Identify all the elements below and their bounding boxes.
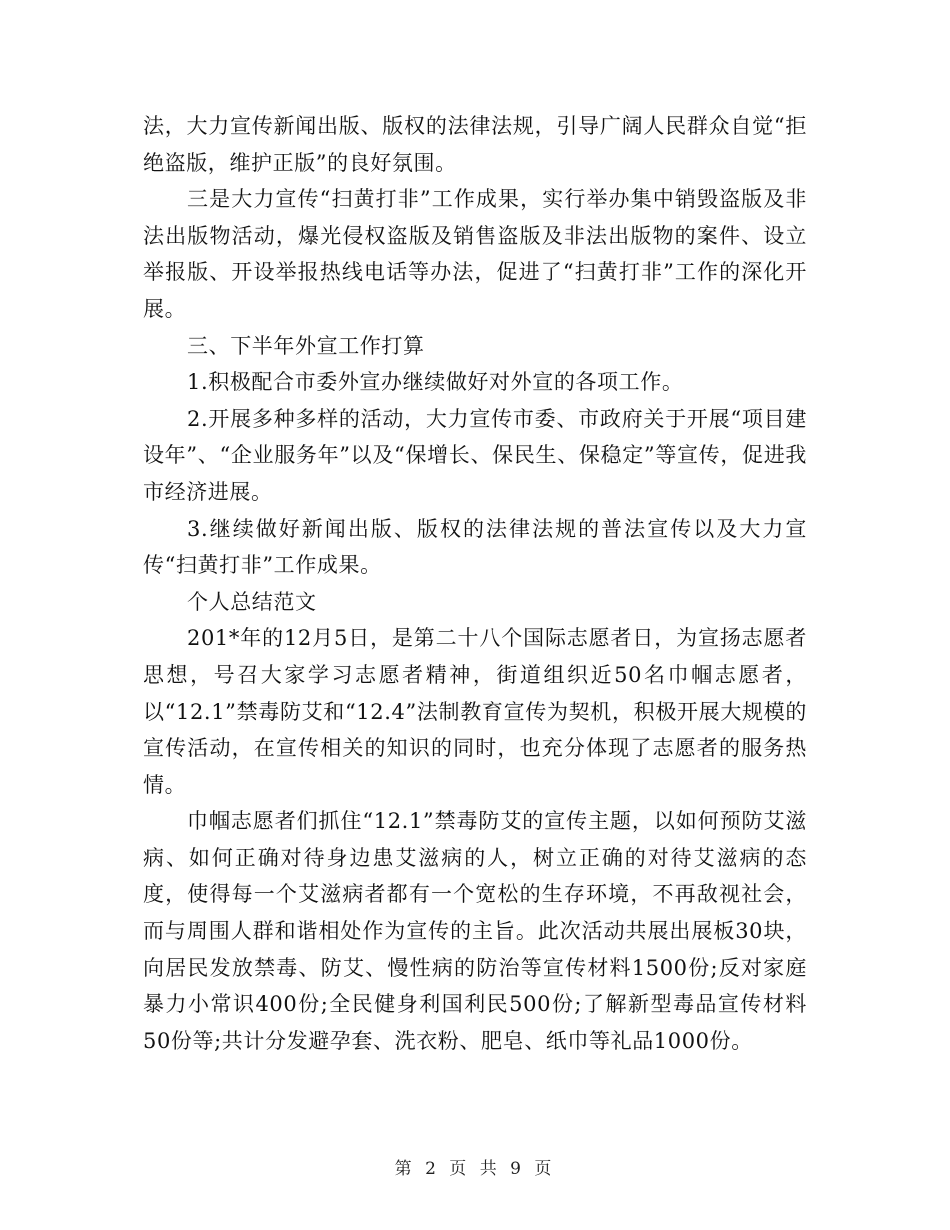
document-body <box>143 108 807 1059</box>
section-heading: 三、下半年外宣工作打算 <box>187 333 425 358</box>
list-item: 2.开展多种多样的活动，大力宣传市委、市政府关于开展“项目建设年”、“企业服务年”以及“保增长、保民生、保稳定”等宣传，促进我市经济进展。 <box>143 406 807 504</box>
section-heading: 个人总结范文 <box>187 589 317 614</box>
page-number-footer: 第 2 页 共 9 页 <box>394 1159 556 1179</box>
paragraph: 法，大力宣传新闻出版、版权的法律法规，引导广阔人民群众自觉“拒绝盗版，维护正版”的良好氛围。 <box>143 114 807 175</box>
paragraph: 三是大力宣传“扫黄打非”工作成果，实行举办集中销毁盗版及非法出版物活动，爆光侵权盗版及销售盗版及非法出版物的案件、设立举报版、开设举报热线电话等办法，促进了“扫黄打非”工作的深化开展。 <box>143 187 807 321</box>
paragraph: 201*年的12月5日，是第二十八个国际志愿者日，为宣扬志愿者思想，号召大家学习志愿者精神，街道组织近50名巾帼志愿者，以“12.1”禁毒防艾和“12.4”法制教育宣传为契机，积极开展大规模的宣传活动，在宣传相关的知识的同时，也充分体现了志愿者的服务热情。 <box>143 626 807 797</box>
list-item: 1.积极配合市委外宣办继续做好对外宣的各项工作。 <box>187 370 684 395</box>
paragraph: 巾帼志愿者们抓住“12.1”禁毒防艾的宣传主题，以如何预防艾滋病、如何正确对待身边患艾滋病的人，树立正确的对待艾滋病的态度，使得每一个艾滋病者都有一个宽松的生存环境，不再敌视社会，而与周围人群和谐相处作为宣传的主旨。此次活动共展出展板30块，向居民发放禁毒、防艾、慢性病的防治等宣传材料1500份;反对家庭暴力小常识400份;全民健身利国利民500份;了解新型毒品宣传材料50份等;共计分发避孕套、洗衣粉、肥皂、纸巾等礼品1000份。 <box>143 809 807 1053</box>
list-item: 3.继续做好新闻出版、版权的法律法规的普法宣传以及大力宣传“扫黄打非”工作成果。 <box>143 516 807 578</box>
